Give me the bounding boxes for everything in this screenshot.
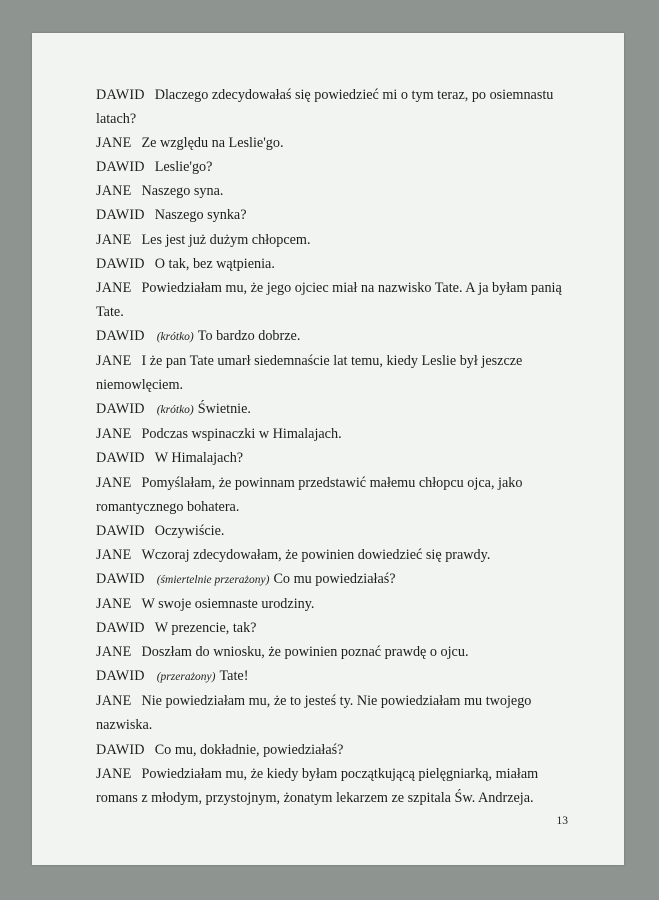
dialogue-text: Świetnie. — [197, 401, 251, 418]
dialogue-text: Doszłam do wniosku, że powinien poznać prawdę o ojcu. — [141, 644, 469, 661]
speaker-name: JANE — [96, 183, 132, 200]
speaker-name: DAWID — [96, 570, 145, 587]
speaker-name: DAWID — [96, 668, 145, 685]
speaker-name: JANE — [96, 595, 132, 612]
dialogue-text: Nie powiedziałam mu, że to jesteś ty. Nie powiedziałam mu twojego — [141, 693, 532, 710]
dialogue-line — [96, 640, 596, 664]
dialogue-line — [96, 349, 596, 373]
page-number: 13 — [556, 815, 568, 827]
dialogue-line — [96, 616, 596, 640]
speaker-name: DAWID — [96, 87, 145, 103]
dialogue-line — [96, 689, 596, 713]
dialogue-text: Tate! — [219, 668, 249, 685]
dialogue-line — [96, 203, 596, 227]
dialogue-continuation: romantycznego bohatera. — [96, 498, 240, 515]
speaker-name: DAWID — [96, 401, 145, 418]
dialogue-text: Co mu, dokładnie, powiedziałaś? — [154, 741, 344, 758]
dialogue-line — [96, 83, 596, 107]
dialogue-line — [96, 664, 596, 689]
speaker-name: DAWID — [96, 207, 145, 224]
dialogue-text: Naszego synka? — [154, 207, 247, 224]
dialogue-line — [96, 446, 596, 470]
speaker-name: DAWID — [96, 741, 145, 758]
dialogue-text: Dlaczego zdecydowałaś się powiedzieć mi o tym teraz, po osiemnastu — [154, 87, 554, 103]
dialogue-continuation: niemowlęciem. — [96, 377, 184, 394]
dialogue-text: Wczoraj zdecydowałam, że powinien dowiedzieć się prawdy. — [141, 546, 491, 563]
speaker-name: JANE — [96, 693, 132, 710]
dialogue-line — [96, 567, 596, 592]
dialogue-text: Podczas wspinaczki w Himalajach. — [141, 426, 342, 443]
dialogue-continuation: Tate. — [96, 303, 124, 320]
dialogue-line — [96, 324, 596, 349]
speaker-name: JANE — [96, 135, 132, 152]
speaker-name: JANE — [96, 279, 132, 296]
speaker-name: DAWID — [96, 327, 145, 344]
speaker-name: JANE — [96, 474, 132, 491]
dialogue-text: Powiedziałam mu, że kiedy byłam początkującą pielęgniarką, miałam — [141, 765, 539, 782]
stage-direction: (śmiertelnie przerażony) — [156, 573, 270, 586]
speaker-name: DAWID — [96, 450, 145, 467]
dialogue-line — [96, 155, 596, 179]
dialogue-text: Powiedziałam mu, że jego ojciec miał na nazwisko Tate. A ja byłam panią — [141, 279, 562, 296]
dialogue-text: Co mu powiedziałaś? — [273, 570, 396, 587]
speaker-name: JANE — [96, 353, 132, 370]
speaker-name: DAWID — [96, 159, 145, 176]
speaker-name: JANE — [96, 546, 132, 563]
speaker-name: DAWID — [96, 620, 145, 637]
dialogue-line — [96, 519, 596, 543]
dialogue-text: O tak, bez wątpienia. — [154, 255, 275, 272]
dialogue-text: Naszego syna. — [141, 183, 224, 200]
speaker-name: JANE — [96, 765, 132, 782]
speaker-name: JANE — [96, 231, 132, 248]
dialogue-line — [96, 397, 596, 422]
dialogue-text: Ze względu na Leslie'go. — [141, 135, 284, 152]
dialogue-text: I że pan Tate umarł siedemnaście lat temu, kiedy Leslie był jeszcze — [141, 353, 523, 370]
dialogue-text: W Himalajach? — [154, 450, 244, 467]
dialogue-line — [96, 471, 596, 495]
dialogue-continuation: romans z młodym, przystojnym, żonatym lekarzem ze szpitala Św. Andrzeja. — [96, 789, 534, 806]
dialogue-line — [96, 592, 596, 616]
dialogue-line — [96, 131, 596, 155]
speaker-name: DAWID — [96, 522, 145, 539]
stage-direction: (krótko) — [156, 404, 194, 417]
dialogue-line — [96, 422, 596, 446]
dialogue-line — [96, 228, 596, 252]
dialogue-text: Les jest już dużym chłopcem. — [141, 231, 311, 248]
dialogue-text: Pomyślałam, że powinnam przedstawić małemu chłopcu ojca, jako — [141, 474, 523, 491]
dialogue-line — [96, 762, 596, 786]
dialogue-continuation: latach? — [96, 111, 137, 128]
dialogue-line — [96, 738, 596, 762]
dialogue-line — [96, 179, 596, 203]
speaker-name: JANE — [96, 426, 132, 443]
dialogue-text: To bardzo dobrze. — [197, 327, 301, 344]
dialogue-line — [96, 276, 596, 300]
dialogue-continuation: nazwiska. — [96, 717, 153, 734]
dialogue-text: Leslie'go? — [154, 159, 213, 176]
speaker-name: JANE — [96, 644, 132, 661]
dialogue-text: W prezencie, tak? — [154, 620, 257, 637]
stage-direction: (przerażony) — [156, 671, 216, 684]
speaker-name: DAWID — [96, 255, 145, 272]
dialogue-text: Oczywiście. — [154, 522, 225, 539]
dialogue-text: W swoje osiemnaste urodziny. — [141, 595, 315, 612]
stage-direction: (krótko) — [156, 330, 194, 343]
dialogue-line — [96, 252, 596, 276]
dialogue-body — [96, 83, 596, 810]
document-page — [32, 33, 624, 865]
dialogue-line — [96, 543, 596, 567]
